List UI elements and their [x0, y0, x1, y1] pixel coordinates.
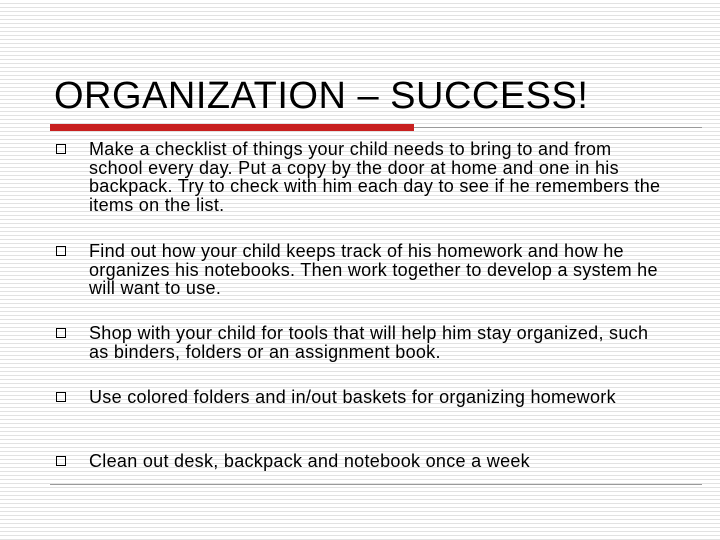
hollow-square-bullet-icon — [56, 456, 66, 466]
bullet-text: Shop with your child for tools that will help him stay organized, such as binders, folders or an assignment book. — [89, 323, 649, 362]
list-item — [56, 242, 666, 298]
hollow-square-bullet-icon — [56, 246, 66, 256]
bullet-text: Clean out desk, backpack and notebook once a week — [89, 451, 530, 471]
list-item — [56, 452, 666, 471]
hollow-square-bullet-icon — [56, 392, 66, 402]
footer-divider — [50, 484, 702, 485]
hollow-square-bullet-icon — [56, 328, 66, 338]
list-item — [56, 388, 666, 407]
bullet-text: Make a checklist of things your child needs to bring to and from school every day. Put a copy by the door at home and one in his backpack. Try to check with him each day to see if he remembers the items on the list. — [89, 139, 661, 215]
hollow-square-bullet-icon — [56, 144, 66, 154]
list-item — [56, 324, 666, 361]
bullet-text: Find out how your child keeps track of his homework and how he organizes his notebooks. Then work together to develop a system he will want to use. — [89, 241, 658, 298]
bullet-text: Use colored folders and in/out baskets for organizing homework — [89, 387, 616, 407]
list-item — [56, 140, 666, 214]
slide-title: ORGANIZATION – SUCCESS! — [54, 75, 589, 117]
